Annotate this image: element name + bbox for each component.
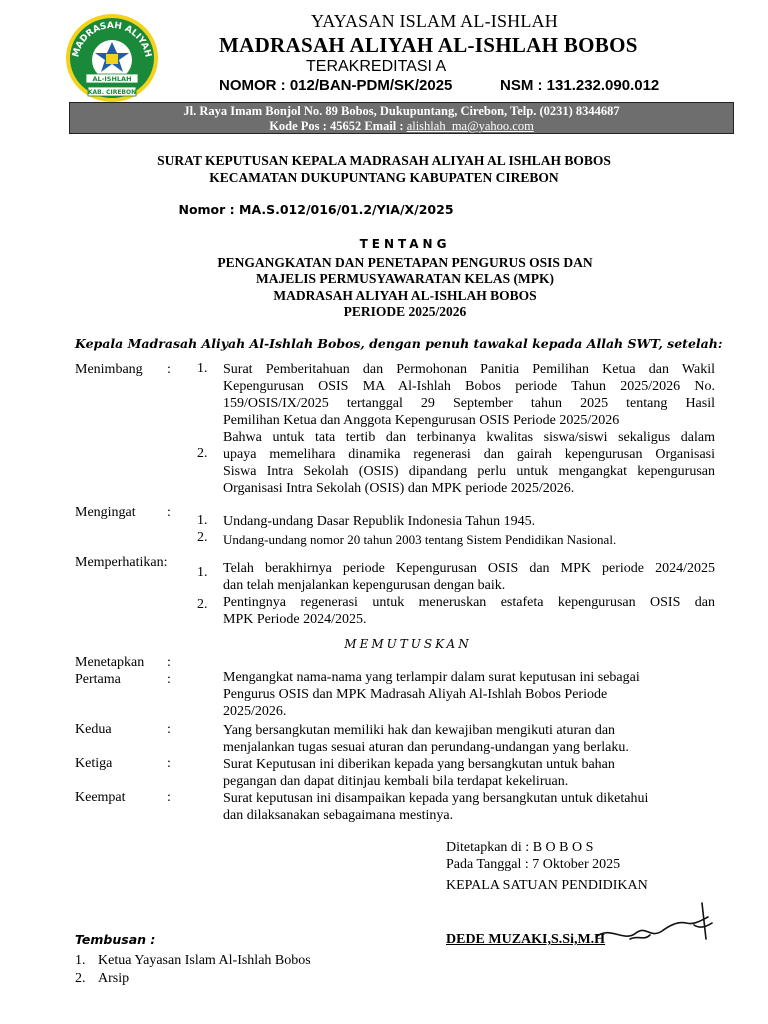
mengingat-label: Mengingat bbox=[75, 505, 136, 520]
pertama-line-3: 2025/2026. bbox=[223, 704, 287, 719]
foundation-name: YAYASAN ISLAM AL-ISHLAH bbox=[311, 11, 558, 31]
decree-title-line-1: SURAT KEPUTUSAN KEPALA MADRASAH ALIYAH AL ISHLAH BOBOS bbox=[157, 153, 611, 168]
school-name: MADRASAH ALIYAH AL-ISHLAH BOBOS bbox=[219, 33, 638, 57]
memperhatikan-item-1 bbox=[223, 560, 715, 594]
ditetapkan-line: Ditetapkan di : B O B O S bbox=[446, 840, 594, 855]
pertama-line-1: Mengangkat nama-nama yang terlampir dalam surat keputusan ini sebagai bbox=[223, 670, 640, 685]
signatory-name: DEDE MUZAKI,S.Si,M.H bbox=[446, 932, 606, 947]
colon: : bbox=[167, 790, 171, 805]
menimbang-num-2: 2. bbox=[197, 446, 208, 461]
school-logo bbox=[64, 12, 160, 104]
ketiga-line-2: pegangan dan dapat ditinjau kembali bila terdapat kekeliruan. bbox=[223, 774, 569, 789]
accreditation-label: TERAKREDITASI A bbox=[306, 58, 447, 75]
menimbang-2-line-1: Bahwa untuk tata tertib dan terbinanya kwalitas siswa/siswi sekaligus dalam bbox=[223, 430, 715, 445]
memperhatikan-1-line-2: dan telah menjalankan kepengurusan dengan baik. bbox=[223, 578, 506, 593]
menimbang-1-line-2: Kepengurusan OSIS MA Al-Ishlah Bobos periode Tahun 2025/2026 No. bbox=[223, 379, 715, 394]
colon: : bbox=[167, 722, 171, 737]
tembusan-label: Tembusan : bbox=[75, 932, 156, 947]
accreditation-number: NOMOR : 012/BAN-PDM/SK/2025 bbox=[219, 77, 453, 94]
svg-text:MADRASAH ALIYAH: MADRASAH ALIYAH bbox=[71, 20, 153, 59]
colon: : bbox=[167, 505, 171, 520]
pertama-line-2: Pengurus OSIS dan MPK Madrasah Aliyah Al-Ishlah Bobos Periode bbox=[223, 687, 608, 702]
subject-line-3: MADRASAH ALIYAH AL-ISHLAH BOBOS bbox=[273, 288, 537, 303]
kedua-line-1: Yang bersangkutan memiliki hak dan kewajiban mengikuti aturan dan bbox=[223, 723, 616, 738]
tentang-label: TENTANG bbox=[359, 237, 451, 251]
tembusan-item-2: Arsip bbox=[98, 971, 130, 986]
postal-line: Kode Pos : 45652 Email : bbox=[269, 119, 407, 133]
keempat-label: Keempat bbox=[75, 790, 126, 805]
menimbang-num-1: 1. bbox=[197, 361, 208, 376]
memperhatikan-2-line-2: MPK Periode 2024/2025. bbox=[223, 612, 367, 627]
colon: : bbox=[167, 362, 171, 377]
menimbang-label: Menimbang bbox=[75, 362, 143, 377]
email-link[interactable]: alishlah_ma@yahoo.com bbox=[406, 119, 534, 133]
decree-title-line-2: KECAMATAN DUKUPUNTANG KABUPATEN CIREBON bbox=[209, 170, 559, 185]
kedua-line-2: menjalankan tugas sesuai aturan dan perundang-undangan yang berlaku. bbox=[223, 740, 629, 755]
menimbang-1-line-3: 159/OSIS/IX/2025 tertanggal 29 September tahun 2025 tentang Hasil bbox=[223, 396, 715, 411]
svg-text:KAB. CIREBON: KAB. CIREBON bbox=[87, 89, 137, 96]
menimbang-1-line-1: Surat Pemberitahuan dan Permohonan Panitia Pemilihan Ketua dan Wakil bbox=[223, 362, 715, 377]
subject-line-2: MAJELIS PERMUSYAWARATAN KELAS (MPK) bbox=[256, 271, 554, 286]
svg-text:AL-ISHLAH: AL-ISHLAH bbox=[92, 75, 132, 83]
memutuskan-heading: MEMUTUSKAN bbox=[344, 637, 472, 651]
mengingat-num-2: 2. bbox=[197, 530, 208, 545]
mengingat-item-1: Undang-undang Dasar Republik Indonesia Tahun 1945. bbox=[223, 514, 536, 529]
pertama-text bbox=[223, 669, 693, 720]
handwritten-signature bbox=[590, 895, 720, 951]
mengingat-item-2: Undang-undang nomor 20 tahun 2003 tentang Sistem Pendidikan Nasional. bbox=[223, 532, 617, 547]
nsm-number: NSM : 131.232.090.012 bbox=[500, 77, 660, 94]
subject-line-1: PENGANGKATAN DAN PENETAPAN PENGURUS OSIS DAN bbox=[217, 255, 593, 270]
address-line: Jl. Raya Imam Bonjol No. 89 Bobos, Dukupuntang, Cirebon, Telp. (0231) 8344687 bbox=[183, 104, 620, 118]
tembusan-item-1: Ketua Yayasan Islam Al-Ishlah Bobos bbox=[98, 953, 311, 968]
menimbang-item-1 bbox=[223, 361, 715, 497]
keempat-line-1: Surat keputusan ini disampaikan kepada yang bersangkutan untuk diketahui bbox=[223, 791, 649, 806]
keempat-line-2: dan dilaksanakan sebagaimana mestinya. bbox=[223, 808, 454, 823]
memperhatikan-1-line-1: Telah berakhirnya periode Kepengurusan OSIS dan MPK periode 2024/2025 bbox=[223, 561, 715, 576]
menimbang-2-line-3: Siswa Intra Sekolah (OSIS) dipandang perlu untuk mengangkat kepengurusan bbox=[223, 464, 715, 479]
kedua-text bbox=[223, 722, 693, 756]
ketiga-label: Ketiga bbox=[75, 756, 113, 771]
mengingat-num-1: 1. bbox=[197, 513, 208, 528]
ketiga-text bbox=[223, 756, 693, 790]
memperhatikan-label: Memperhatikan: bbox=[75, 555, 168, 570]
pertama-label: Pertama bbox=[75, 672, 121, 687]
decree-number: Nomor : MA.S.012/016/01.2/YIA/X/2025 bbox=[178, 202, 454, 217]
memperhatikan-item-2 bbox=[223, 594, 715, 628]
address-bar bbox=[69, 102, 734, 134]
subject-line-4: PERIODE 2025/2026 bbox=[343, 304, 467, 319]
tembusan-num-1: 1. bbox=[75, 953, 86, 968]
memperhatikan-2-line-1: Pentingnya regenerasi untuk meneruskan estafeta kepengurusan OSIS dan bbox=[223, 595, 715, 610]
menetapkan-label: Menetapkan bbox=[75, 655, 145, 670]
tanggal-line: Pada Tanggal : 7 Oktober 2025 bbox=[446, 857, 621, 872]
memperhatikan-num-1: 1. bbox=[197, 565, 208, 580]
menimbang-1-line-4: Pemilihan Ketua dan Anggota Kepengurusan OSIS Periode 2025/2026 bbox=[223, 413, 620, 428]
menimbang-2-line-2: upaya memelihara dinamika regenerasi dan gairah kepengurusan Organisasi bbox=[223, 447, 715, 462]
jabatan-line: KEPALA SATUAN PENDIDIKAN bbox=[446, 878, 648, 893]
memperhatikan-num-2: 2. bbox=[197, 597, 208, 612]
intro-statement: Kepala Madrasah Aliyah Al-Ishlah Bobos, dengan penuh tawakal kepada Allah SWT, setelah: bbox=[75, 336, 723, 351]
colon: : bbox=[167, 756, 171, 771]
colon: : bbox=[167, 672, 171, 687]
tembusan-num-2: 2. bbox=[75, 971, 86, 986]
colon: : bbox=[167, 655, 171, 670]
ketiga-line-1: Surat Keputusan ini diberikan kepada yang bersangkutan untuk bahan bbox=[223, 757, 615, 772]
menimbang-2-line-4: Organisasi Intra Sekolah (OSIS) dan MPK periode 2025/2026. bbox=[223, 481, 575, 496]
kedua-label: Kedua bbox=[75, 722, 112, 737]
keempat-text bbox=[223, 790, 713, 824]
